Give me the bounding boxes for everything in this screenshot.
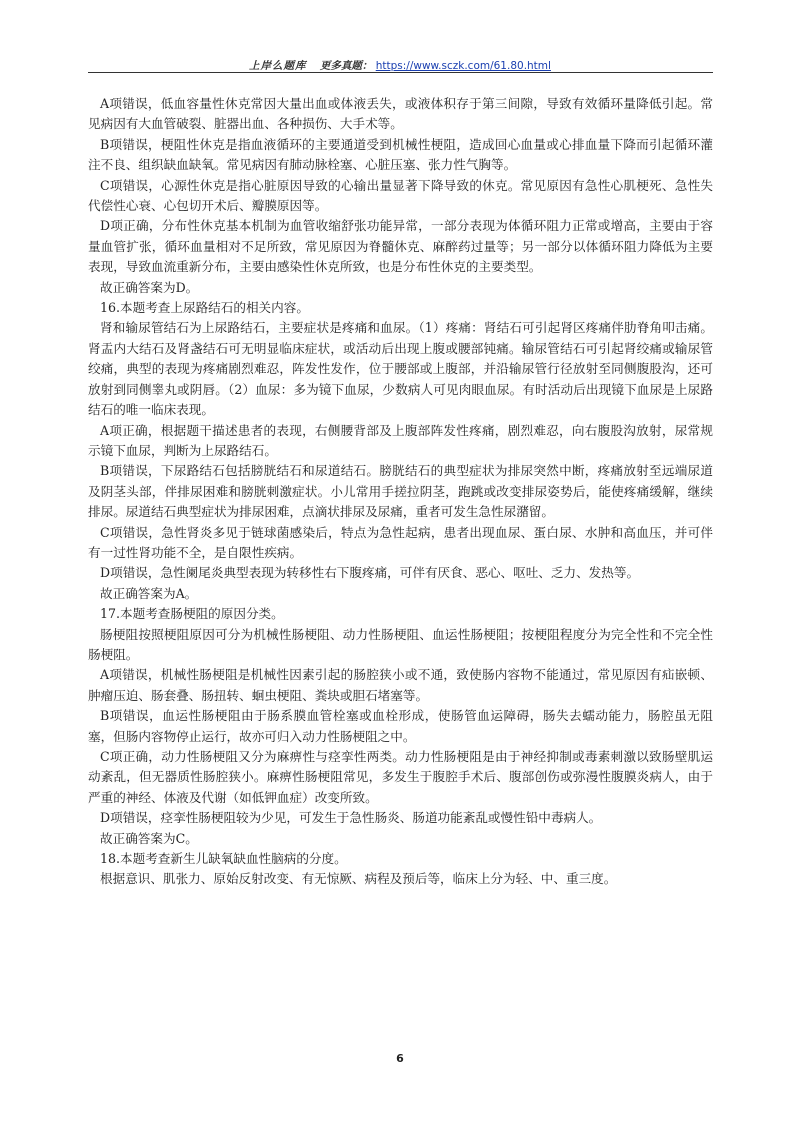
paragraph: 16.本题考查上尿路结石的相关内容。 bbox=[100, 300, 309, 316]
paragraph: B项错误，血运性肠梗阻由于肠系膜血管栓塞或血栓形成，使肠管血运障碍，肠失去蠕动能力，肠腔虽无阻塞，但肠内容物停止运行，故亦可归入动力性肠梗阻之中。 bbox=[88, 708, 713, 744]
page-header bbox=[88, 58, 712, 73]
paragraph: 故正确答案为D。 bbox=[100, 279, 199, 295]
header-brand: 上岸么题库 bbox=[249, 60, 307, 72]
paragraph: B项错误，下尿路结石包括膀胱结石和尿道结石。膀胱结石的典型症状为排尿突然中断，疼痛放射至远端尿道及阴茎头部，伴排尿困难和膀胱刺激症状。小儿常用手搓拉阴茎，跑跳或改变排尿姿势后，能使疼痛缓解，继续排尿。尿道结石典型症状为排尿困难，点滴状排尿及尿痛，重者可发生急性尿潴留。 bbox=[88, 463, 713, 520]
paragraph: D项错误，急性阑尾炎典型表现为转移性右下腹疼痛，可伴有厌食、恶心、呕吐、乏力、发热等。 bbox=[100, 565, 640, 581]
header-rule bbox=[88, 72, 713, 73]
paragraph: 根据意识、肌张力、原始反射改变、有无惊厥、病程及预后等，临床上分为轻、中、重三度。 bbox=[100, 871, 617, 887]
paragraph: 18.本题考查新生儿缺氧缺血性脑病的分度。 bbox=[100, 851, 347, 867]
paragraph: C项错误，急性肾炎多见于链球菌感染后，特点为急性起病，患者出现血尿、蛋白尿、水肿和高血压，并可伴有一过性肾功能不全，是自限性疾病。 bbox=[88, 524, 713, 560]
page-content bbox=[88, 94, 713, 890]
header-label: 更多真题： bbox=[319, 60, 373, 72]
paragraph: 17.本题考查肠梗阻的原因分类。 bbox=[100, 606, 284, 622]
paragraph: B项错误，梗阻性休克是指血液循环的主要通道受到机械性梗阻，造成回心血量或心排血量下降而引起循环灌注不良、组织缺血缺氧。常见病因有肺动脉栓塞、心脏压塞、张力性气胸等。 bbox=[88, 136, 713, 173]
paragraph: A项错误，低血容量性休克常因大量出血或体液丢失，或液体积存于第三间隙，导致有效循环量降低引起。常见病因有大血管破裂、脏器出血、各种损伤、大手术等。 bbox=[88, 96, 713, 132]
page-number: 6 bbox=[396, 1052, 404, 1065]
paragraph: 故正确答案为C。 bbox=[100, 830, 198, 846]
paragraph: 故正确答案为A。 bbox=[100, 585, 198, 601]
paragraph: 肾和输尿管结石为上尿路结石，主要症状是疼痛和血尿。（1）疼痛：肾结石可引起肾区疼痛伴肋脊角叩击痛。肾盂内大结石及肾盏结石可无明显临床症状，或活动后出现上腹或腰部钝痛。输尿管结石可引起肾绞痛或输尿管绞痛，典型的表现为疼痛剧烈难忍，阵发性发作，位于腰部或上腹部，并沿输尿管行径放射至同侧腹股沟，还可放射到同侧睾丸或阴唇。（2）血尿：多为镜下血尿，少数病人可见肉眼血尿。有时活动后出现镜下血尿是上尿路结石的唯一临床表现。 bbox=[88, 320, 713, 418]
paragraph: A项正确，根据题干描述患者的表现，右侧腰背部及上腹部阵发性疼痛，剧烈难忍，向右腹股沟放射，尿常规示镜下血尿，判断为上尿路结石。 bbox=[88, 422, 713, 458]
paragraph: D项错误，痉挛性肠梗阻较为少见，可发生于急性肠炎、肠道功能紊乱或慢性铅中毒病人。 bbox=[100, 810, 602, 826]
paragraph: C项错误，心源性休克是指心脏原因导致的心输出量显著下降导致的休克。常见原因有急性心肌梗死、急性失代偿性心衰、心包切开术后、瓣膜原因等。 bbox=[88, 177, 713, 214]
header-link[interactable]: https://www.sczk.com/61.80.html bbox=[375, 60, 551, 72]
paragraph: 肠梗阻按照梗阻原因可分为机械性肠梗阻、动力性肠梗阻、血运性肠梗阻；按梗阻程度分为完全性和不完全性肠梗阻。 bbox=[88, 626, 713, 662]
paragraph: D项正确，分布性休克基本机制为血管收缩舒张功能异常，一部分表现为体循环阻力正常或增高，主要由于容量血管扩张，循环血量相对不足所致，常见原因为脊髓休克、麻醉药过量等；另一部分以体循环阻力降低为主要表现，导致血流重新分布，主要由感染性休克所致，也是分布性休克的主要类型。 bbox=[88, 218, 713, 275]
paragraph: C项正确，动力性肠梗阻又分为麻痹性与痉挛性两类。动力性肠梗阻是由于神经抑制或毒素刺激以致肠壁肌运动紊乱，但无器质性肠腔狭小。麻痹性肠梗阻常见，多发生于腹腔手术后、腹部创伤或弥漫性腹膜炎病人，由于严重的神经、体液及代谢（如低钾血症）改变所致。 bbox=[88, 749, 713, 805]
paragraph: A项错误，机械性肠梗阻是机械性因素引起的肠腔狭小或不通，致使肠内容物不能通过，常见原因有疝嵌顿、肿瘤压迫、肠套叠、肠扭转、蛔虫梗阻、粪块或胆石堵塞等。 bbox=[88, 667, 713, 703]
